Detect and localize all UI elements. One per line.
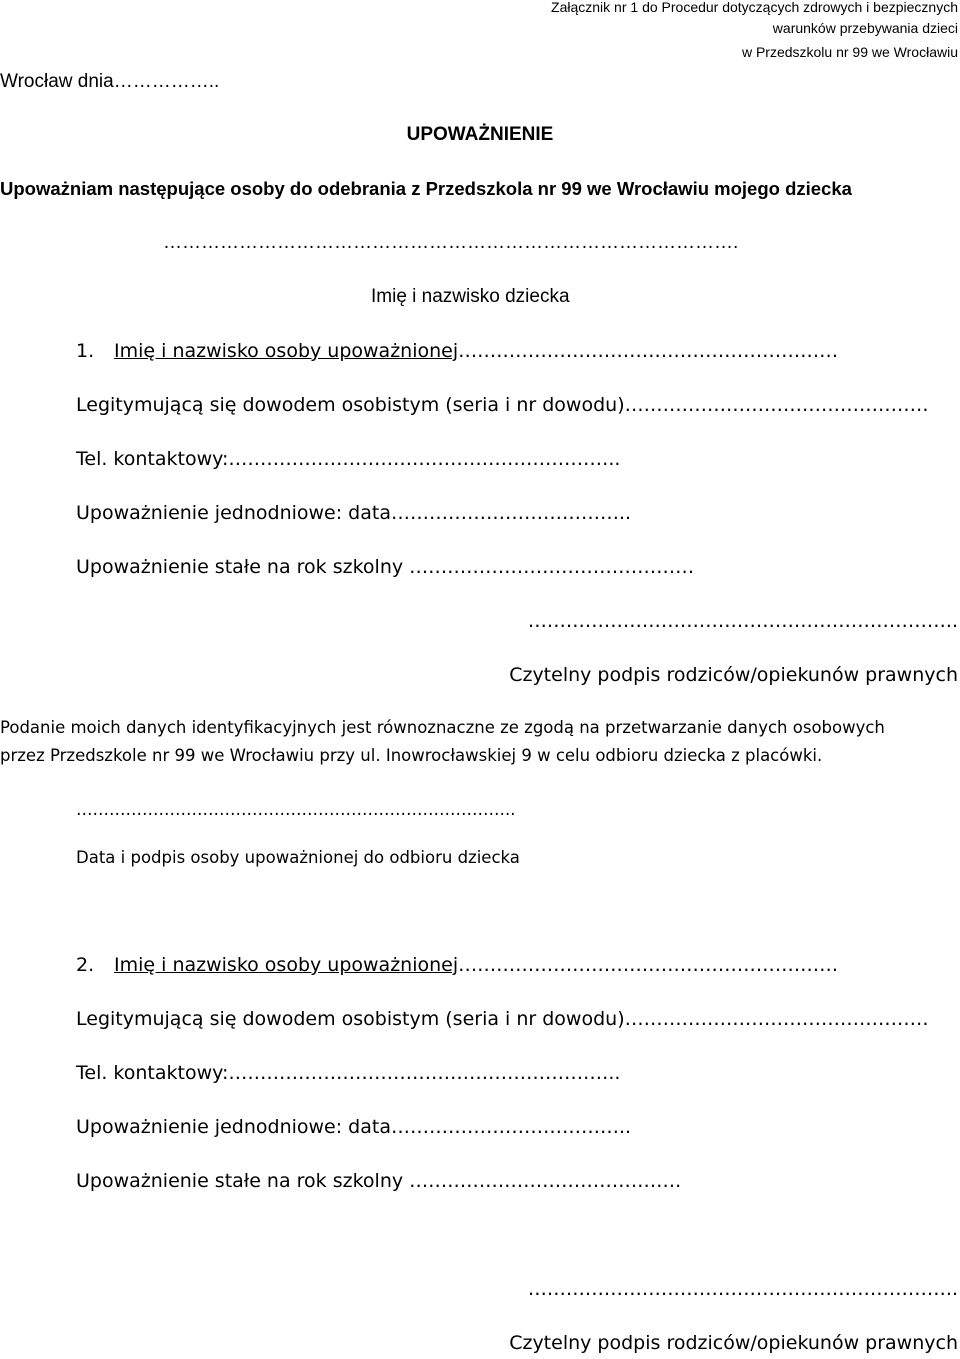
consent-signature-dots: …………………………………………………………………….. bbox=[76, 800, 516, 819]
place-date: Wrocław dnia…………….. bbox=[0, 71, 220, 92]
intro-text: Upoważniam następujące osoby do odebrania z Przedszkola nr 99 we Wrocławiu mojego dziecka bbox=[0, 178, 852, 199]
person2-oneday-line: Upoważnienie jednodniowe: data……………………………….. bbox=[76, 1116, 632, 1138]
consent-line1: Podanie moich danych identyfikacyjnych jest równoznaczne ze zgodą na przetwarzanie danych osobowych bbox=[0, 718, 885, 737]
child-name-dots: ………………………………………………………………………………. bbox=[163, 232, 739, 253]
person1-name-dots: …………………………………………………… bbox=[458, 340, 839, 362]
person2-signature-label: Czytelny podpis rodziców/opiekunów prawnych bbox=[509, 1332, 958, 1354]
person1-signature-label: Czytelny podpis rodziców/opiekunów prawnych bbox=[509, 664, 958, 686]
person2-phone-line: Tel. kontaktowy:…………………………………………………….. bbox=[76, 1062, 621, 1084]
person1-name-label: Imię i nazwisko osoby upoważnionej bbox=[114, 340, 459, 362]
person1-id-line: Legitymującą się dowodem osobistym (seria i nr dowodu)………………………………………… bbox=[76, 394, 929, 416]
annex-note-line1: Załącznik nr 1 do Procedur dotyczących zdrowych i bezpiecznych bbox=[551, 0, 958, 15]
person1-signature-dots: ………………………………………………………….. bbox=[527, 610, 958, 632]
person1-name-line bbox=[76, 340, 838, 362]
consent-signature-label: Data i podpis osoby upoważnionej do odbioru dziecka bbox=[76, 848, 520, 867]
person2-permanent-line: Upoważnienie stałe na rok szkolny ……………………………………. bbox=[76, 1170, 682, 1192]
person2-number: 2. bbox=[76, 954, 95, 976]
person2-name-dots: …………………………………………………… bbox=[458, 954, 839, 976]
person1-permanent-line: Upoważnienie stałe na rok szkolny ……………………………………… bbox=[76, 556, 695, 578]
person2-signature-dots: ………………………………………………………….. bbox=[527, 1278, 958, 1300]
child-name-label: Imię i nazwisko dziecka bbox=[371, 286, 570, 307]
person1-oneday-line: Upoważnienie jednodniowe: data……………………………….. bbox=[76, 502, 632, 524]
person2-name-line bbox=[76, 954, 838, 976]
person2-name-label: Imię i nazwisko osoby upoważnionej bbox=[114, 954, 459, 976]
consent-line2: przez Przedszkole nr 99 we Wrocławiu przy ul. Inowrocławskiej 9 w celu odbioru dziecka z placówki. bbox=[0, 746, 823, 765]
document-title: UPOWAŻNIENIE bbox=[406, 124, 554, 145]
annex-note-line3: w Przedszkolu nr 99 we Wrocławiu bbox=[741, 44, 958, 60]
person1-number: 1. bbox=[76, 340, 95, 362]
person1-phone-line: Tel. kontaktowy:…………………………………………………….. bbox=[76, 448, 621, 470]
annex-note-line2: warunków przebywania dzieci bbox=[772, 20, 958, 36]
person2-id-line: Legitymującą się dowodem osobistym (seria i nr dowodu)………………………………………… bbox=[76, 1008, 929, 1030]
